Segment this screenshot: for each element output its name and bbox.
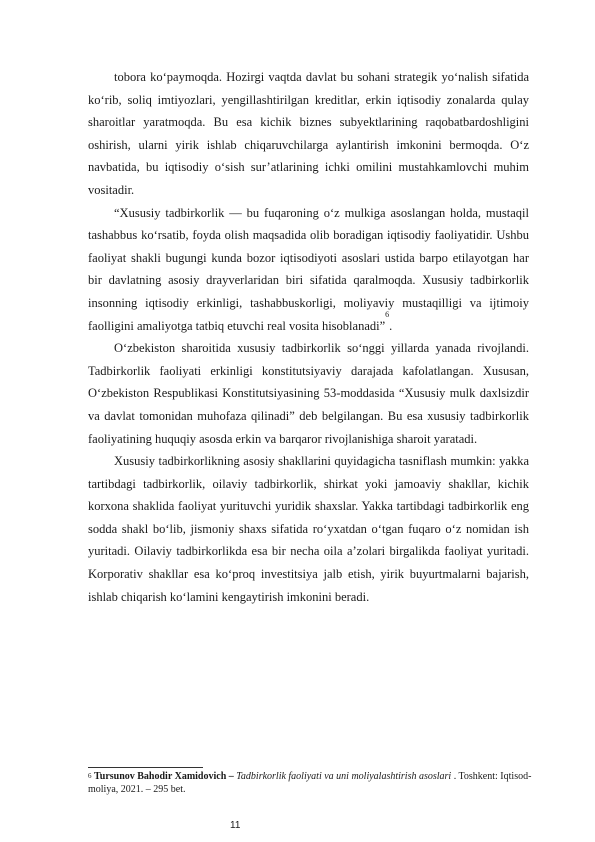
footnote-divider — [88, 767, 203, 768]
footnote-author: Tursunov Bahodir Xamidovich – — [94, 771, 237, 782]
footnote-number: 6 — [88, 772, 92, 780]
quote-text: “Xususiy tadbirkorlik — bu fuqaroning o‘z mulkiga asoslangan holda, mustaqil tashabbus ko‘rsatib, foyda olish maqsadida olib boradigan iqtisodiy faoliyatidir. Ushbu faoliyat shakli bugungi kunda bozor iqtisodiyoti asoslari ustida barpo etilayotgan har bir davlatning asosiy drayverlaridan biri sifatida qaralmoqda. Xususiy tadbirkorlik insonning iqtisodiy erkinligi, tashabbuskorligi, moliyaviy mustaqilligi va ijtimoiy faolligini amaliyotga tatbiq etuvchi real vosita hisoblanadi” — [88, 205, 529, 333]
paragraph: Xususiy tadbirkorlikning asosiy shakllarini quyidagicha tasniflash mumkin: yakka tartibdagi tadbirkorlik, oilaviy tadbirkorlik, shirkat yoki jamoaviy shakllar, kichik korxona shaklida faoliyat yurituvchi yuridik shaxslar. Yakka tartibdagi tadbirkorlik eng sodda shakl bo‘lib, jismoniy shaxs sifatida ro‘yxatdan o‘tgan fuqaro o‘z nomidan ish yuritadi. Oilaviy tadbirkorlikda esa bir necha oila a’zolari birgalikda faoliyat yuritadi. Korporativ shakllar esa ko‘proq investitsiya jalb etish, yirik buyurtmalarni bajarish, ishlab chiqarish ko‘lamini kengaytirish imkonini beradi. — [88, 454, 529, 604]
paragraph: tobora ko‘paymoqda. Hozirgi vaqtda davlat bu sohani strategik yo‘nalish sifatida ko‘rib, soliq imtiyozlari, yengillashtirilgan kreditlar, erkin iqtisodiy zonalarda qulay sharoitlar yaratmoqda. Bu esa kichik biznes subyektlarining raqobatbardoshligini oshirish, ularni yirik ishlab chiqaruvchilarga aylantirish imkonini bermoqda. O‘z navbatida, bu iqtisodiy o‘sish sur’atlarining ichki omilini mustahkamlovchi muhim vositadir. — [88, 70, 529, 197]
quote-paragraph — [88, 202, 529, 338]
page-number: 11 — [230, 820, 241, 831]
paragraph: O‘zbekiston sharoitida xususiy tadbirkorlik so‘nggi yillarda yanada rivojlandi. Tadbirkorlik faoliyati erkinligi konstitutsiyaviy darajada kafolatlangan. Xususan, O‘zbekiston Respublikasi Konstitutsiyasining 53-moddasida “Xususiy mulk daxlsizdir va davlat tomonidan muhofaza qilinadi” deb belgilangan. Bu esa xususiy tadbirkorlik faoliyatining huquqiy asosda erkin va barqaror rivojlanishiga sharoit yaratadi. — [88, 341, 529, 446]
footnote-publication: . Toshkent: Iqtisod-moliya, 2021. – 295 bet. — [88, 771, 532, 795]
document-body — [88, 66, 529, 608]
quote-end: . — [389, 318, 393, 333]
footnote — [88, 770, 533, 796]
footnote-title: Tadbirkorlik faoliyati va uni moliyalashtirish asoslari — [236, 771, 452, 782]
footnote-ref[interactable]: 6 — [385, 309, 390, 319]
